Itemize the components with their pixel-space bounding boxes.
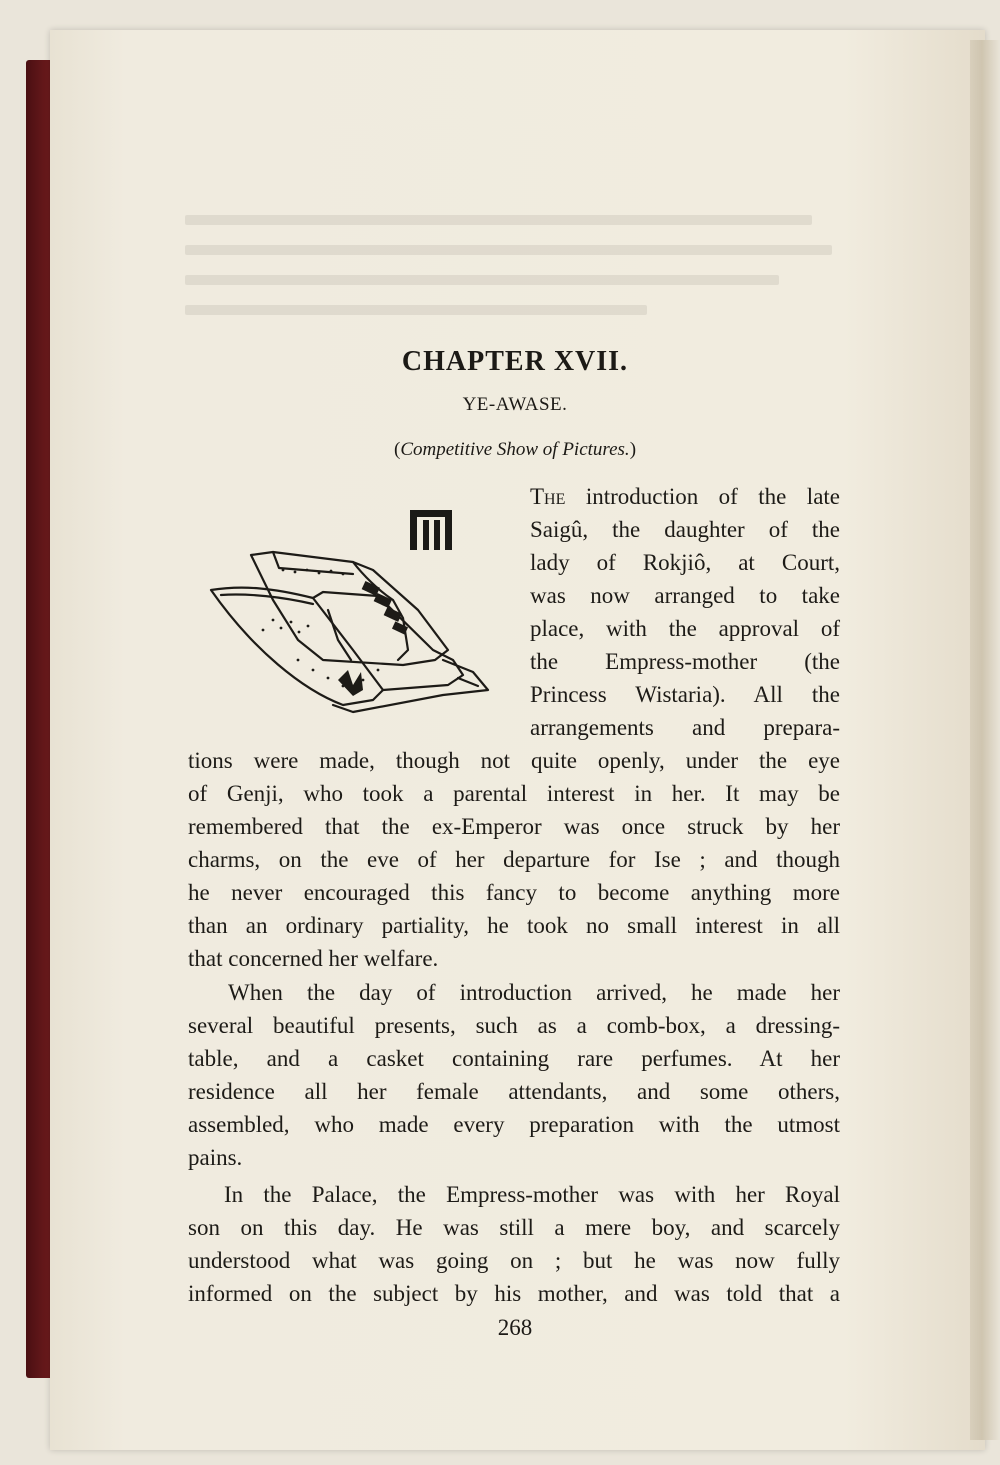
text-line: place, with the approval of xyxy=(530,616,840,641)
text-line: residence all her female attendants, and some others, xyxy=(188,1079,840,1104)
text-line: assembled, who made every preparation with the utmost xyxy=(188,1112,840,1137)
text-line-content: introduction of the late xyxy=(585,484,841,509)
text-line: When the day of introduction arrived, he made her xyxy=(228,980,840,1005)
chapter-title: CHAPTER XVII. xyxy=(401,346,629,377)
text-line: charms, on the eve of her departure for Ise ; and though xyxy=(188,847,840,872)
subtitle-close-paren: ) xyxy=(629,439,637,460)
scroll-and-paper-illustration xyxy=(203,500,503,730)
page-number: 268 xyxy=(497,1315,533,1340)
chapter-subtitle xyxy=(185,439,845,461)
text-line: than an ordinary partiality, he took no small interest in all xyxy=(188,913,840,938)
text-line: of Genji, who took a parental interest in her. It may be xyxy=(188,781,840,806)
text-line: pains. xyxy=(188,1145,243,1170)
text-line: arrangements and prepara- xyxy=(530,715,840,740)
text-line: that concerned her welfare. xyxy=(188,946,439,971)
text-line: son on this day. He was still a mere boy, and scarcely xyxy=(188,1215,840,1240)
text-line: understood what was going on ; but he was now fully xyxy=(188,1248,840,1273)
text-line: he never encouraged this fancy to become anything more xyxy=(188,880,840,905)
text-line: In the Palace, the Empress-mother was with her Royal xyxy=(224,1182,840,1207)
text-line: lady of Rokjiô, at Court, xyxy=(530,550,840,575)
text-line: Saigû, the daughter of the xyxy=(530,517,840,542)
text-line: the Empress-mother (the xyxy=(530,649,840,674)
subtitle-open-paren: ( xyxy=(393,439,401,460)
lead-word: The xyxy=(530,484,566,509)
text-line: was now arranged to take xyxy=(530,583,840,608)
text-line: remembered that the ex-Emperor was once struck by her xyxy=(188,814,840,839)
text-line: table, and a casket containing rare perfumes. At her xyxy=(188,1046,840,1071)
chapter-name: YE-AWASE. xyxy=(462,394,568,415)
text-line xyxy=(530,483,840,511)
text-line: tions were made, though not quite openly, under the eye xyxy=(188,748,840,773)
subtitle-text: Competitive Show of Pictures. xyxy=(400,439,630,460)
text-line: informed on the subject by his mother, and was told that a xyxy=(188,1281,840,1306)
text-line: several beautiful presents, such as a comb-box, a dressing- xyxy=(188,1013,840,1038)
text-line: Princess Wistaria). All the xyxy=(530,682,840,707)
page-stack-edge xyxy=(970,40,1000,1440)
